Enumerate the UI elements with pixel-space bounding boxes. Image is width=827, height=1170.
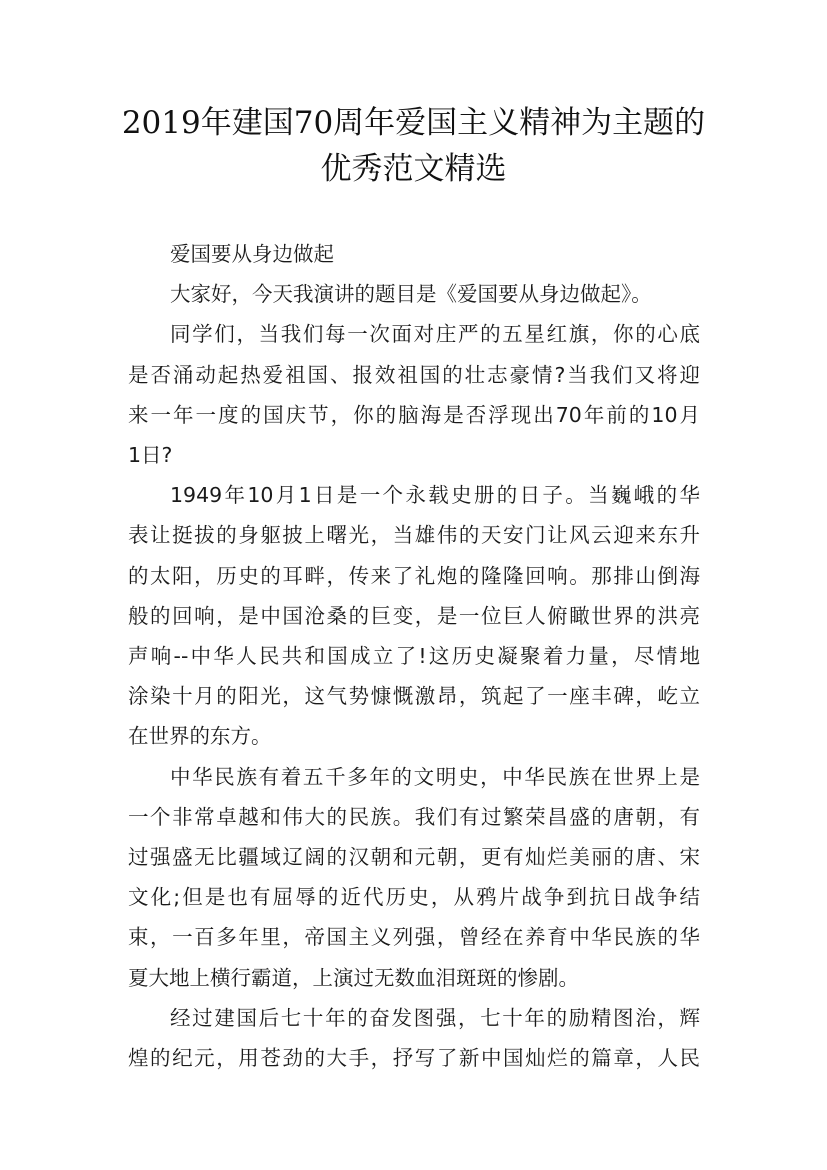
text-line: 是否涌动起热爱祖国、报效祖国的壮志豪情?当我们又将迎 xyxy=(128,362,700,387)
text-line: 来一年一度的国庆节，你的脑海是否浮现出70年前的10月 xyxy=(128,402,700,427)
text-line: 涂染十月的阳光，这气势慷慨激昂，筑起了一座丰碑，屹立 xyxy=(128,684,700,709)
text-line: 中华民族有着五千多年的文明史，中华民族在世界上是 xyxy=(170,764,700,789)
paragraph-greeting xyxy=(128,274,700,314)
text-line: 过强盛无比疆域辽阔的汉朝和元朝，更有灿烂美丽的唐、宋 xyxy=(128,845,700,870)
text-line: 经过建国后七十年的奋发图强，七十年的励精图治，辉 xyxy=(170,1005,700,1030)
document-title xyxy=(100,100,727,192)
text-line: 1日? xyxy=(128,443,173,468)
title-line: 优秀范文精选 xyxy=(320,151,507,187)
text-line: 在世界的东方。 xyxy=(128,724,272,749)
title-line: 2019年建国70周年爱国主义精神为主题的 xyxy=(121,105,706,141)
text-line: 1949年10月1日是一个永载史册的日子。当巍峨的华 xyxy=(170,483,700,508)
text-line: 煌的纪元，用苍劲的大手，抒写了新中国灿烂的篇章，人民 xyxy=(128,1046,700,1071)
paragraph xyxy=(128,998,700,1078)
text-line: 夏大地上横行霸道，上演过无数血泪斑斑的惨剧。 xyxy=(128,965,579,990)
text-line: 爱国要从身边做起 xyxy=(170,242,334,266)
text-line: 束，一百多年里，帝国主义列强，曾经在养育中华民族的华 xyxy=(128,925,700,950)
paragraph xyxy=(128,314,700,475)
paragraph xyxy=(128,475,700,756)
paragraph-subtitle xyxy=(128,234,700,274)
text-line: 般的回响，是中国沧桑的巨变，是一位巨人俯瞰世界的洪亮 xyxy=(128,603,700,628)
text-line: 表让挺拔的身躯披上曙光，当雄伟的天安门让风云迎来东升 xyxy=(128,523,700,548)
paragraph xyxy=(128,757,700,998)
text-line: 的太阳，历史的耳畔，传来了礼炮的隆隆回响。那排山倒海 xyxy=(128,563,700,588)
document-body xyxy=(128,234,700,1078)
text-line: 同学们，当我们每一次面对庄严的五星红旗，你的心底 xyxy=(170,322,700,347)
text-line: 文化;但是也有屈辱的近代历史，从鸦片战争到抗日战争结 xyxy=(128,885,700,910)
text-line: 大家好，今天我演讲的题目是《爱国要从身边做起》。 xyxy=(170,282,652,307)
text-line: 声响--中华人民共和国成立了!这历史凝聚着力量，尽情地 xyxy=(128,644,700,669)
text-line: 一个非常卓越和伟大的民族。我们有过繁荣昌盛的唐朝，有 xyxy=(128,804,700,829)
